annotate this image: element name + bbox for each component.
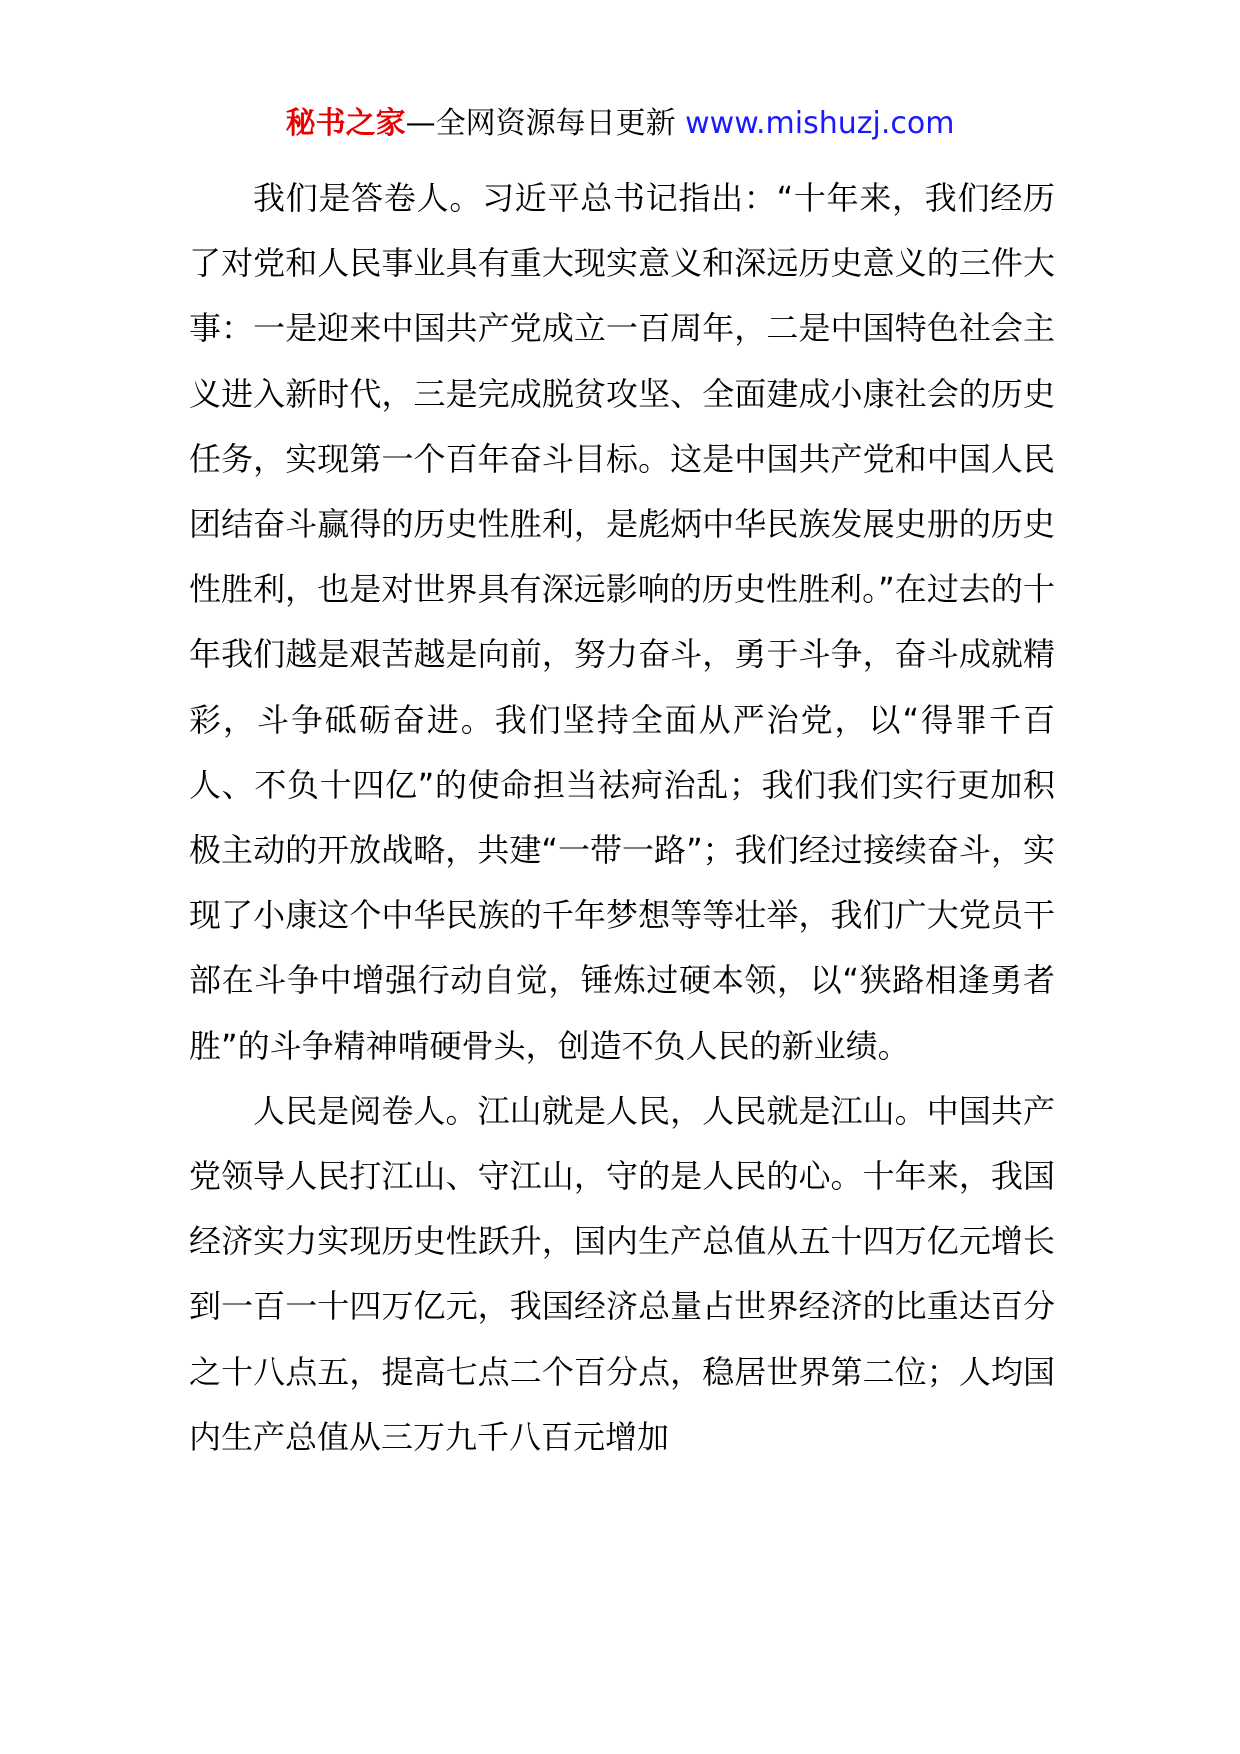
document-body <box>189 166 1055 1470</box>
paragraph-reviewer: 人民是阅卷人。江山就是人民，人民就是江山。中国共产党领导人民打江山、守江山，守的是人民的心。十年来，我国经济实力实现历史性跃升，国内生产总值从五十四万亿元增长到一百一十四万亿元，我国经济总量占世界经济的比重达百分之十八点五，提高七点二个百分点，稳居世界第二位；人均国内生产总值从三万九千八百元增加 <box>189 1091 1055 1456</box>
website-link[interactable]: www.mishuzj.com <box>685 106 955 141</box>
header-tagline: —全网资源每日更新 <box>405 106 676 141</box>
paragraph-respondent: 我们是答卷人。习近平总书记指出：“十年来，我们经历了对党和人民事业具有重大现实意义和深远历史意义的三件大事：一是迎来中国共产党成立一百周年，二是中国特色社会主义进入新时代，三是完成脱贫攻坚、全面建成小康社会的历史任务，实现第一个百年奋斗目标。这是中国共产党和中国人民团结奋斗赢得的历史性胜利，是彪炳中华民族发展史册的历史性胜利，也是对世界具有深远影响的历史性胜利。”在过去的十年我们越是艰苦越是向前，努力奋斗，勇于斗争，奋斗成就精彩，斗争砥砺奋进。我们坚持全面从严治党，以“得罪千百人、不负十四亿”的使命担当祛疴治乱；我们我们实行更加积极主动的开放战略，共建“一带一路”；我们经过接续奋斗，实现了小康这个中华民族的千年梦想等等壮举，我们广大党员干部在斗争中增强行动自觉，锤炼过硬本领，以“狭路相逢勇者胜”的斗争精神啃硬骨头，创造不负人民的新业绩。 <box>189 179 1055 1065</box>
page-header <box>0 100 1240 148</box>
brand-name: 秘书之家 <box>285 106 406 141</box>
